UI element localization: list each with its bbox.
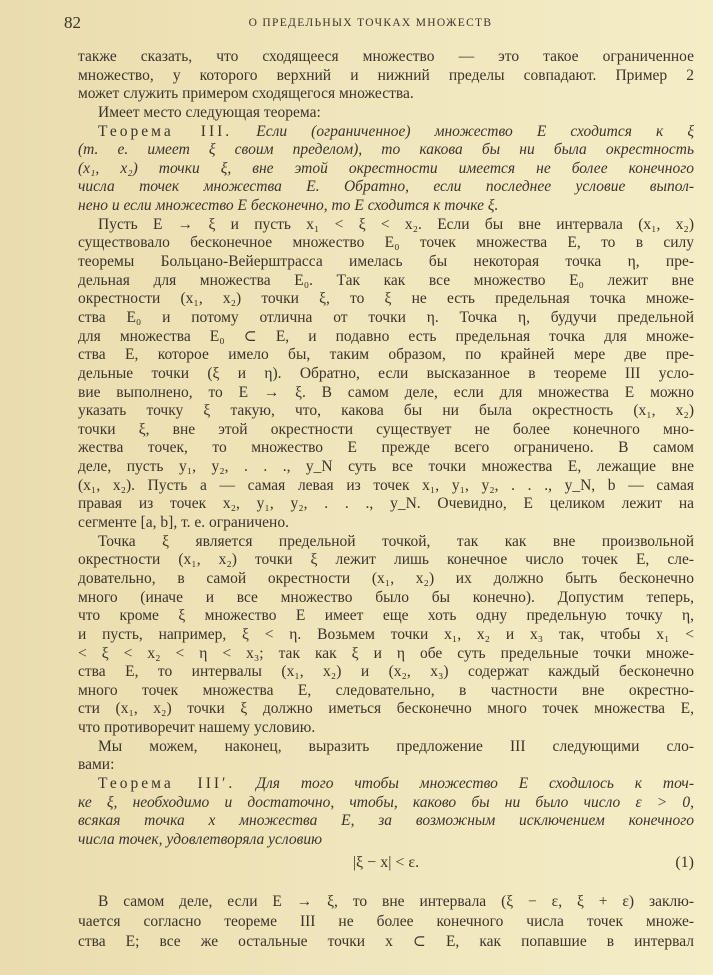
text-line xyxy=(78,663,694,682)
text-line xyxy=(78,514,694,533)
line-text: Точка ξ является предельной точкой, так как вне произвольной xyxy=(98,532,694,550)
text-line xyxy=(78,178,694,197)
line-text: множество, у которого верхний и нижний пределы совпадают. Пример 2 xyxy=(78,66,694,84)
line-text: (т. е. имеет ξ своим пределом), то какова бы ни была окрестность xyxy=(78,141,694,159)
text-line xyxy=(78,738,694,757)
line-text: существовало бесконечное множество E₀ точек множества E, то в силу xyxy=(78,234,694,252)
text-line xyxy=(78,477,694,496)
line-text: (x₁, x₂) точки ξ, вне этой окрестности имеется не более конечного xyxy=(78,159,694,177)
formula-expression: |ξ − x| < ε. xyxy=(352,853,420,871)
equation-number: (1) xyxy=(675,853,694,871)
text-line xyxy=(78,533,694,552)
text-line xyxy=(78,272,694,291)
line-text: Имеет место следующая теорема: xyxy=(98,103,321,121)
text-line xyxy=(78,104,694,123)
text-line xyxy=(78,719,694,738)
text-line xyxy=(78,141,694,160)
line-text: всякая точка x множества E, за возможным исключением конечного xyxy=(78,812,694,830)
line-text: может служить примером сходящегося множества. xyxy=(78,85,414,103)
line-text: для множества E₀ ⊂ E, и подавно есть предельная точка для множе- xyxy=(78,327,694,345)
text-line xyxy=(78,607,694,626)
text-line xyxy=(78,234,694,253)
text-line xyxy=(78,495,694,514)
text-line xyxy=(78,626,694,645)
text-line xyxy=(78,912,694,932)
text-line xyxy=(78,328,694,347)
line-text: сегменте [a, b], т. е. ограничено. xyxy=(78,514,289,532)
theorem-label: Теорема III. xyxy=(98,122,233,140)
line-text: числа точек, удовлетворяла условию xyxy=(78,830,323,848)
line-text: указать точку ξ такую, что, какова бы ни была окрестность (x₁, x₂) xyxy=(78,402,694,420)
line-text: ке ξ, необходимо и достаточно, чтобы, каково бы ни было число ε > 0, xyxy=(78,793,694,811)
line-text: Пусть E → ξ и пусть x₁ < ξ < x₂. Если бы вне интервала (x₁, x₂) xyxy=(98,215,694,233)
line-text: жества точек, то множество E прежде всего ограничено. В самом xyxy=(78,439,694,457)
text-line xyxy=(78,551,694,570)
line-text: Для того чтобы множество E сходилось к точ- xyxy=(235,774,694,792)
line-text: окрестности (x₁, x₂) точки ξ лежит лишь конечное число точек E, сле- xyxy=(78,551,694,569)
line-text: теоремы Больцано-Вейерштрасса имелась бы некоторая точка η, пре- xyxy=(78,253,694,271)
text-line xyxy=(78,831,694,850)
page-number: 82 xyxy=(64,13,81,32)
theorem-label: Теорема III′. xyxy=(98,774,236,792)
line-text: деле, пусть y₁, y₂, . . ., y_N суть все точки множества E, лежащие вне xyxy=(78,458,694,476)
text-line xyxy=(78,402,694,421)
line-text: В самом деле, если E → ξ, то вне интервала (ξ − ε, ξ + ε) заклю- xyxy=(98,892,694,910)
formula-1 xyxy=(78,850,694,892)
text-line xyxy=(78,932,694,952)
line-text: также сказать, что сходящееся множество — это такое ограниченное xyxy=(78,48,694,65)
line-text: довательно, в самой окрестности (x₁, x₂) их должно быть бесконечно xyxy=(78,569,694,587)
page-body xyxy=(78,48,694,952)
line-text: вами: xyxy=(78,756,115,774)
line-text: сти (x₁, x₂) точки ξ должно иметься бесконечно много точек множества E, xyxy=(78,700,694,718)
text-line xyxy=(78,589,694,608)
line-text: нено и если множество E бесконечно, то E сходится к точке ξ. xyxy=(78,197,499,215)
text-line xyxy=(78,216,694,235)
main-text xyxy=(78,48,694,850)
line-text: дельные точки (ξ и η). Обратно, если высказанное в теореме III усло- xyxy=(78,364,694,382)
text-line xyxy=(78,570,694,589)
text-line xyxy=(78,682,694,701)
text-line xyxy=(78,365,694,384)
line-text: что кроме ξ множество E имеет еще хоть одну предельную точку η, xyxy=(78,607,694,625)
text-line xyxy=(78,794,694,813)
text-line xyxy=(78,892,694,912)
continuation-text xyxy=(78,892,694,952)
line-text: чается согласно теореме III не более конечного числа точек множе- xyxy=(78,912,694,930)
text-line xyxy=(78,812,694,831)
text-line xyxy=(78,346,694,365)
text-line xyxy=(78,756,694,775)
text-line xyxy=(78,700,694,719)
line-text: окрестности (x₁, x₂) точки ξ, то ξ не есть предельная точка множе- xyxy=(78,290,694,308)
line-text: ства E, то интервалы (x₁, x₂) и (x₂, x₃) содержат каждый бесконечно xyxy=(78,663,694,681)
text-line xyxy=(78,123,694,142)
line-text: Мы можем, наконец, выразить предложение III следующими сло- xyxy=(98,737,694,755)
line-text: Если (ограниченное) множество E сходится к ξ xyxy=(232,122,694,140)
line-text: правая из точек x₂, y₁, y₂, . . ., y_N. Очевидно, E целиком лежит на xyxy=(78,495,694,513)
text-line xyxy=(78,421,694,440)
text-line xyxy=(78,290,694,309)
line-text: что противоречит нашему условию. xyxy=(78,719,316,737)
text-line xyxy=(78,458,694,477)
text-line xyxy=(78,775,694,794)
text-line xyxy=(78,439,694,458)
text-line xyxy=(78,253,694,272)
line-text: точки ξ, вне этой окрестности существует не более конечного мно- xyxy=(78,420,694,438)
line-text: и пусть, например, ξ < η. Возьмем точки x₁, x₂ и x₃ так, чтобы x₁ < xyxy=(78,625,694,643)
line-text: много точек множества E, следовательно, в частности вне окрестно- xyxy=(78,681,694,699)
text-line xyxy=(78,645,694,664)
line-text: дельная для множества E₀. Так как все множество E₀ лежит вне xyxy=(78,271,694,289)
text-line xyxy=(78,197,694,216)
running-title: О ПРЕДЕЛЬНЫХ ТОЧКАХ МНОЖЕСТВ xyxy=(248,17,493,29)
text-line xyxy=(78,67,694,86)
text-line xyxy=(78,48,694,67)
line-text: ства E; все же остальные точки x ⊂ E, как попавшие в интервал xyxy=(78,932,694,950)
line-text: вие выполнено, то E → ξ. В самом деле, если для множества E можно xyxy=(78,383,694,401)
line-text: ства E, которое имело бы, таким образом, по крайней мере две пре- xyxy=(78,346,694,364)
text-line xyxy=(78,384,694,403)
text-line xyxy=(78,85,694,104)
line-text: ства E₀ и потому отлична от точки η. Точка η, будучи предельной xyxy=(78,308,694,326)
line-text: (x₁, x₂). Пусть a — самая левая из точек x₁, y₁, y₂, . . ., y_N, b — самая xyxy=(78,476,694,494)
line-text: < ξ < x₂ < η < x₃; так как ξ и η обе суть предельные точки множе- xyxy=(78,644,694,662)
text-line xyxy=(78,160,694,179)
text-line xyxy=(78,309,694,328)
line-text: много (иначе и все множество было бы конечно). Допустим теперь, xyxy=(78,588,694,606)
line-text: числа точек множества E. Обратно, если последнее условие выпол- xyxy=(78,178,694,196)
